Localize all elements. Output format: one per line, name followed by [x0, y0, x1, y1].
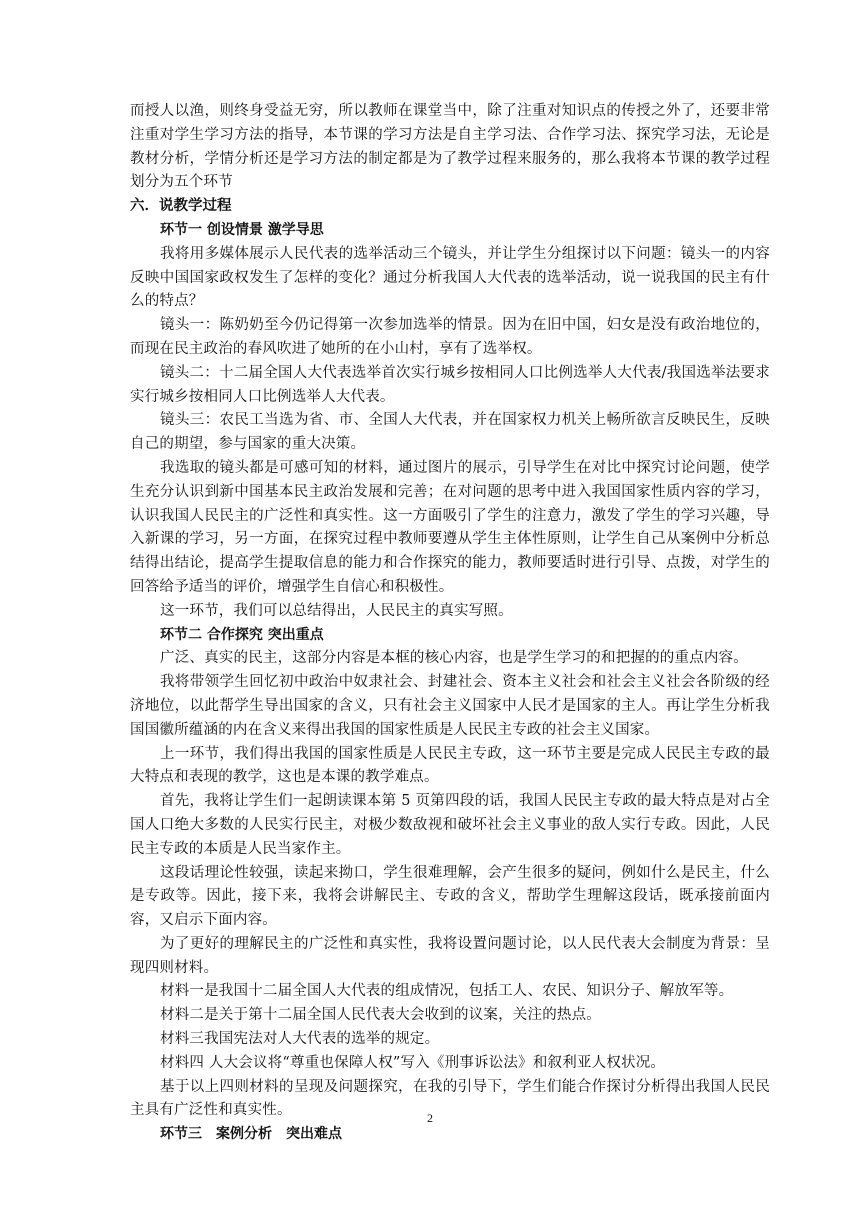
paragraph: 广泛、真实的民主，这部分内容是本框的核心内容，也是学生学习的和把握的的重点内容。: [160, 650, 748, 667]
paragraph: 材料三我国宪法对人大代表的选举的规定。: [160, 1031, 440, 1048]
paragraph: 镜头一：陈奶奶至今仍记得第一次参加选举的情景。因为在旧中国，妇女是没有政治地位的，而现在民主政治的春风吹进了她所的在小山村，享有了选举权。: [130, 317, 770, 357]
paragraph: 我选取的镜头都是可感可知的材料，通过图片的展示，引导学生在对比中探究讨论问题，使学生充分认识到新中国基本民主政治发展和完善；在对问题的思考中进入我国国家性质内容的学习，认识我国人民民主的广泛性和真实性。这一方面吸引了学生的注意力，激发了学生的学习兴趣，导入新课的学习，另一方面，在探究过程中教师要遵从学生主体性原则，让学生自己从案例中分析总结得出结论，提高学生提取信息的能力和合作探究的能力，教师要适时进行引导、点拨，对学生的回答给予适当的评价，增强学生自信心和积极性。: [130, 459, 770, 595]
subsection-heading: 环节三 案例分析 突出难点: [160, 1126, 342, 1143]
paragraph: 这一环节，我们可以总结得出，人民民主的真实写照。: [160, 602, 513, 619]
paragraph: 材料二是关于第十二届全国人民代表大会收到的议案，关注的热点。: [160, 1007, 601, 1024]
paragraph: 镜头三：农民工当选为省、市、全国人大代表，并在国家权力机关上畅所欲言反映民生，反映自己的期望，参与国家的重大决策。: [130, 412, 770, 453]
paragraph: 基于以上四则材料的呈现及问题探究，在我的引导下，学生们能合作探讨分析得出我国人民民主具有广泛性和真实性。: [130, 1078, 770, 1119]
paragraph: 镜头二：十二届全国人大代表选举首次实行城乡按相同人口比例选举人大代表/我国选举法要求实行城乡按相同人口比例选举人大代表。: [130, 364, 770, 405]
paragraph: 材料一是我国十二届全国人大代表的组成情况，包括工人、农民、知识分子、解放军等。: [160, 983, 734, 1000]
paragraph: 我将用多媒体展示人民代表的选举活动三个镜头，并让学生分组探讨以下问题：镜头一的内容反映中国国家政权发生了怎样的变化？通过分析我国人大代表的选举活动，说一说我国的民主有什么的特点？: [130, 245, 770, 310]
page-number: 2: [427, 1111, 433, 1125]
paragraph: 材料四 人大会议将“尊重也保障人权”写入《刑事诉讼法》和叙利亚人权状况。: [160, 1054, 666, 1071]
document-page: [130, 100, 770, 1147]
paragraph: 为了更好的理解民主的广泛性和真实性，我将设置问题讨论，以人民代表大会制度为背景：呈现四则材料。: [130, 935, 770, 976]
section-heading: 六．说教学过程: [130, 198, 232, 215]
paragraph: 而授人以渔，则终身受益无穷，所以教师在课堂当中，除了注重对知识点的传授之外了，还要非常注重对学生学习方法的指导，本节课的学习方法是自主学习法、合作学习法、探究学习法，无论是教材分析，学情分析还是学习方法的制定都是为了教学过程来服务的，那么我将本节课的教学过程划分为五个环节: [130, 103, 770, 191]
paragraph: 首先，我将让学生们一起朗读课本第 5 页第四段的话，我国人民民主专政的最大特点是对占全国人口绝大多数的人民实行民主，对极少数敌视和破坏社会主义事业的敌人实行专政。因此，人民民主专政的本质是人民当家作主。: [130, 793, 770, 857]
paragraph: 这段话理论性较强，读起来拗口，学生很难理解，会产生很多的疑问，例如什么是民主，什么是专政等。因此，接下来，我将会讲解民主、专政的含义，帮助学生理解这段话，既承接前面内容，又启示下面内容。: [130, 864, 770, 929]
subsection-heading: 环节一 创设情景 激学导思: [160, 221, 324, 238]
subsection-heading: 环节二 合作探究 突出重点: [160, 626, 324, 643]
paragraph: 我将带领学生回忆初中政治中奴隶社会、封建社会、资本主义社会和社会主义社会各阶级的经济地位，以此帮学生导出国家的含义，只有社会主义国家中人民才是国家的主人。再让学生分析我国国徽所蕴涵的内在含义来得出我国的国家性质是人民民主专政的社会主义国家。: [130, 674, 770, 738]
paragraph: 上一环节，我们得出我国的国家性质是人民民主专政，这一环节主要是完成人民民主专政的最大特点和表现的教学，这也是本课的教学难点。: [130, 745, 770, 786]
